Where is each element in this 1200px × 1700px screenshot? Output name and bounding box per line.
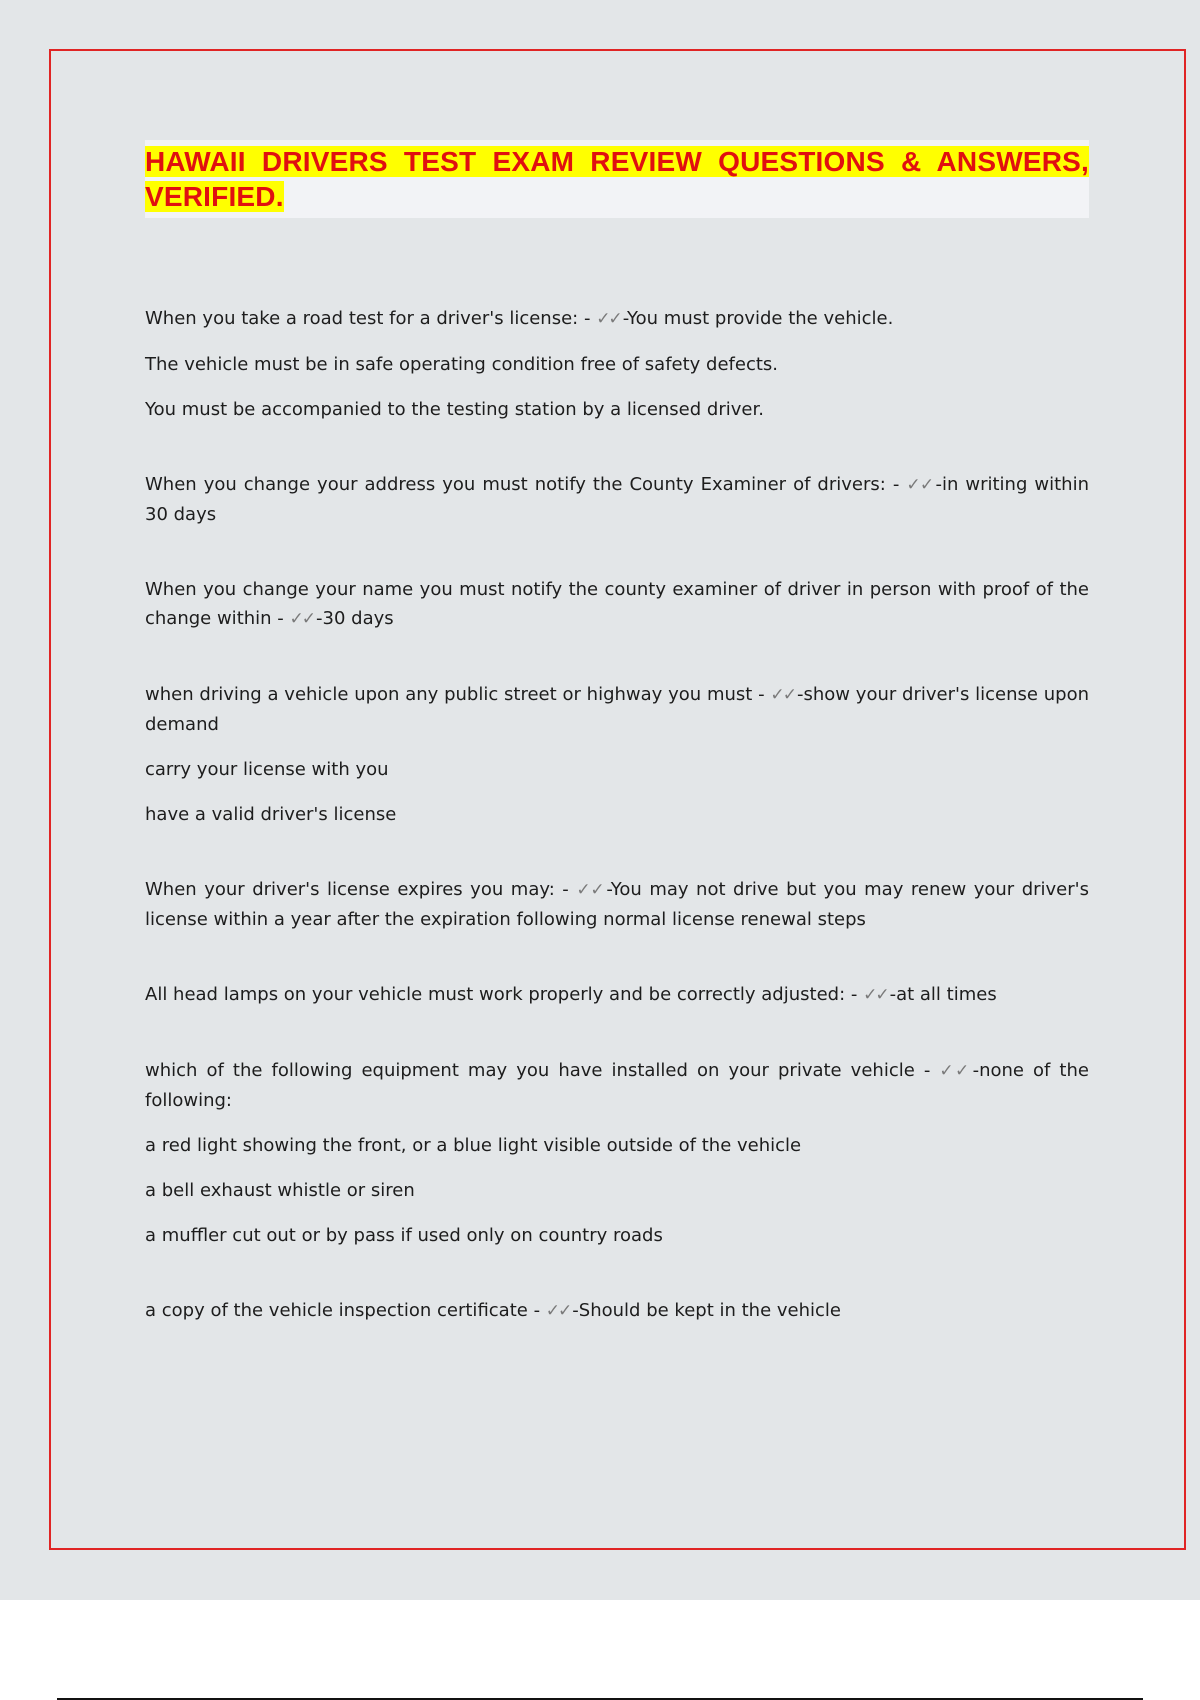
double-check-icon: ✓✓ — [906, 475, 934, 495]
double-check-icon: ✓✓ — [289, 609, 315, 629]
answer-text: Should be kept in the vehicle — [578, 1300, 841, 1321]
qa-line: which of the following equipment may you have installed on your private vehicle - ✓✓ -none of the following: — [145, 1060, 1089, 1111]
answer-text: You must provide the vehicle. — [627, 308, 894, 329]
qa-line: When you change your address you must notify the County Examiner of drivers: - ✓✓ -in writing within 30 days — [145, 474, 1089, 525]
question-text: When your driver's license expires you may: — [145, 879, 555, 900]
answer-text: You may not drive but you may renew your driver's license within a year after the expiration following normal license renewal steps — [145, 879, 1089, 930]
question-text: When you change your address you must notify the County Examiner of drivers: — [145, 474, 886, 495]
double-check-icon: ✓✓ — [545, 1301, 571, 1321]
answer-line: a muffler cut out or by pass if used only on country roads — [145, 1225, 663, 1246]
qa-item — [145, 1296, 1089, 1326]
answer-text: at all times — [896, 984, 997, 1005]
question-text: When you change your name you must notify the county examiner of driver in person with proof of the change within — [145, 579, 1089, 629]
title-block — [145, 140, 1089, 218]
double-check-icon: ✓✓ — [576, 880, 605, 900]
answer-line: You must be accompanied to the testing station by a licensed driver. — [145, 399, 764, 420]
title-highlight: HAWAII DRIVERS TEST EXAM REVIEW QUESTIONS & ANSWERS, VERIFIED. — [145, 146, 1089, 212]
answer-line: carry your license with you — [145, 759, 389, 780]
qa-line: All head lamps on your vehicle must work properly and be correctly adjusted: - ✓✓ -at all times — [145, 984, 997, 1005]
answer-line: have a valid driver's license — [145, 804, 397, 825]
answer-text: show your driver's license upon demand — [145, 684, 1089, 735]
answer-line: The vehicle must be in safe operating condition free of safety defects. — [145, 354, 779, 375]
double-check-icon: ✓✓ — [596, 309, 621, 329]
qa-line: When you take a road test for a driver's license: - ✓✓ -You must provide the vehicle. — [145, 308, 894, 329]
question-text: All head lamps on your vehicle must work properly and be correctly adjusted: — [145, 984, 846, 1005]
qa-item — [145, 980, 1089, 1010]
qa-line: When your driver's license expires you may: - ✓✓ -You may not drive but you may renew your driver's license within a year after the expiration following normal license renewal steps — [145, 879, 1089, 930]
qa-list — [145, 304, 1089, 1326]
double-check-icon: ✓✓ — [770, 685, 795, 705]
question-text: which of the following equipment may you have installed on your private vehicle — [145, 1060, 915, 1081]
qa-item — [145, 875, 1089, 934]
answer-text: in writing within 30 days — [145, 474, 1089, 525]
double-check-icon: ✓✓ — [863, 985, 888, 1005]
double-check-icon: ✓✓ — [939, 1061, 971, 1081]
answer-text: 30 days — [322, 608, 394, 629]
answer-text: none of the following: — [145, 1060, 1089, 1111]
qa-item — [145, 680, 1089, 829]
qa-item — [145, 575, 1089, 634]
qa-item — [145, 304, 1089, 424]
answer-line: a bell exhaust whistle or siren — [145, 1180, 415, 1201]
answer-line: a red light showing the front, or a blue light visible outside of the vehicle — [145, 1135, 802, 1156]
document-content — [145, 140, 1089, 1372]
qa-item — [145, 470, 1089, 529]
question-text: when driving a vehicle upon any public street or highway you must — [145, 684, 753, 705]
question-text: a copy of the vehicle inspection certificate — [145, 1300, 528, 1321]
question-text: When you take a road test for a driver's license: — [145, 308, 579, 329]
qa-line: when driving a vehicle upon any public street or highway you must - ✓✓ -show your driver's license upon demand — [145, 684, 1089, 735]
qa-line: When you change your name you must notify the county examiner of driver in person with proof of the change within - ✓✓ -30 days — [145, 579, 1089, 629]
document-title — [145, 144, 1089, 214]
qa-item — [145, 1056, 1089, 1250]
qa-line: a copy of the vehicle inspection certificate - ✓✓ -Should be kept in the vehicle — [145, 1300, 841, 1321]
